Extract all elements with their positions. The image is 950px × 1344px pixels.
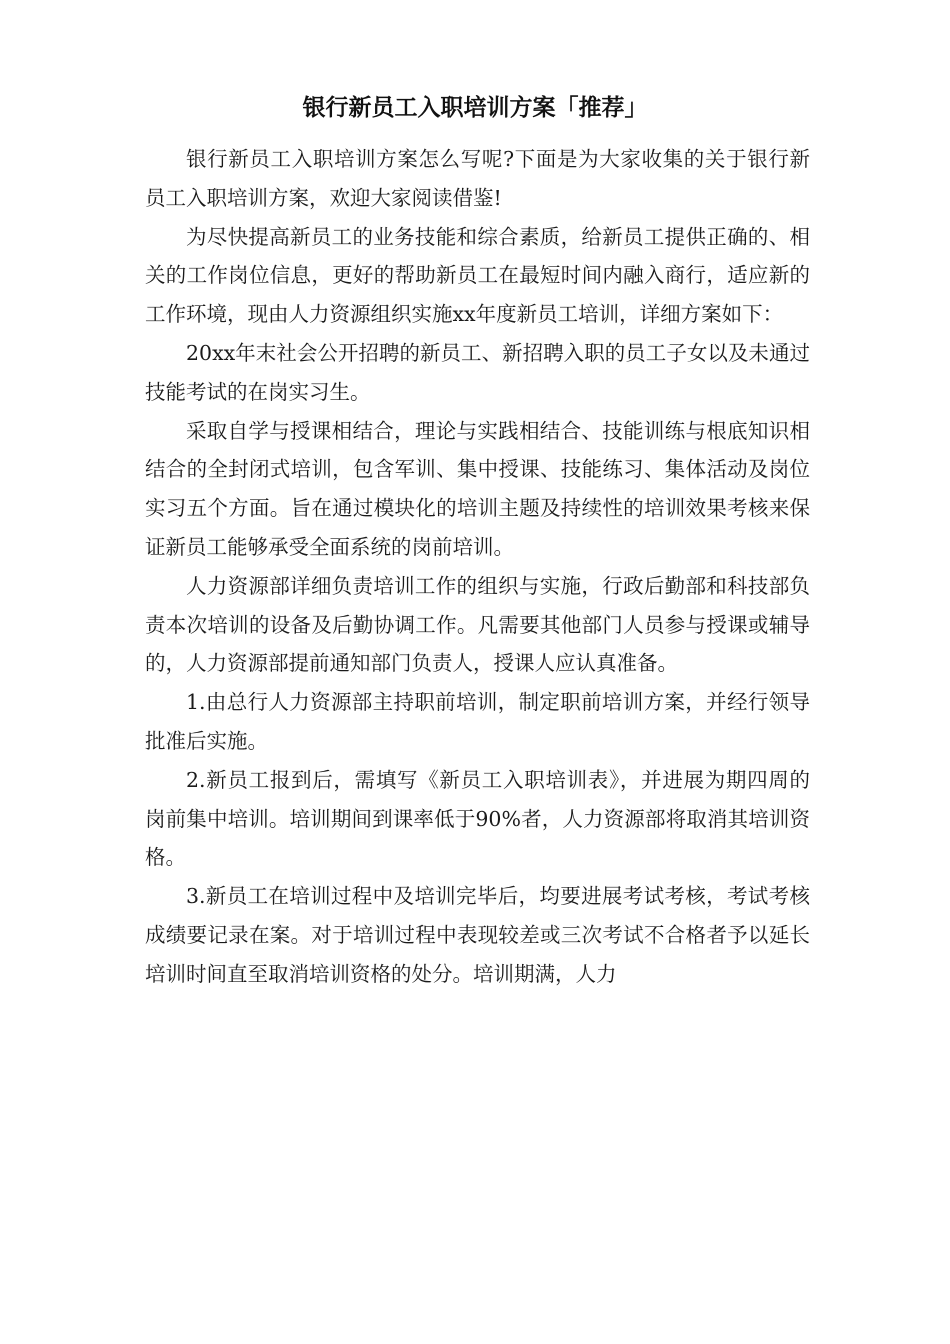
- paragraph-intro: 银行新员工入职培训方案怎么写呢?下面是为大家收集的关于银行新员工入职培训方案，欢迎大家阅读借鉴!: [145, 147, 810, 210]
- paragraph-responsibility: 人力资源部详细负责培训工作的组织与实施，行政后勤部和科技部负责本次培训的设备及后勤协调工作。凡需要其他部门人员参与授课或辅导的，人力资源部提前通知部门负责人，授课人应认真准备。: [145, 573, 810, 676]
- paragraph-participants: 20xx年末社会公开招聘的新员工、新招聘入职的员工子女以及未通过技能考试的在岗实习生。: [145, 340, 810, 404]
- paragraph-purpose: 为尽快提高新员工的业务技能和综合素质，给新员工提供正确的、相关的工作岗位信息，更好的帮助新员工在最短时间内融入商行，适应新的工作环境，现由人力资源组织实施xx年度新员工培训，详细方案如下：: [145, 224, 810, 327]
- document-body: [145, 140, 810, 994]
- paragraph-item-1: 1.由总行人力资源部主持职前培训，制定职前培训方案，并经行领导批准后实施。: [145, 690, 810, 753]
- paragraph-method: 采取自学与授课相结合，理论与实践相结合、技能训练与根底知识相结合的全封闭式培训，包含军训、集中授课、技能练习、集体活动及岗位实习五个方面。旨在通过模块化的培训主题及持续性的培训效果考核来保证新员工能够承受全面系统的岗前培训。: [145, 418, 810, 559]
- paragraph-item-3: 3.新员工在培训过程中及培训完毕后，均要进展考试考核，考试考核成绩要记录在案。对于培训过程中表现较差或三次考试不合格者予以延长培训时间直至取消培训资格的处分。培训期满，人力: [145, 884, 810, 986]
- document-title: 银行新员工入职培训方案「推荐」: [302, 94, 648, 121]
- paragraph-item-2: 2.新员工报到后，需填写《新员工入职培训表》，并进展为期四周的岗前集中培训。培训期间到课率低于90%者，人力资源部将取消其培训资格。: [145, 767, 810, 870]
